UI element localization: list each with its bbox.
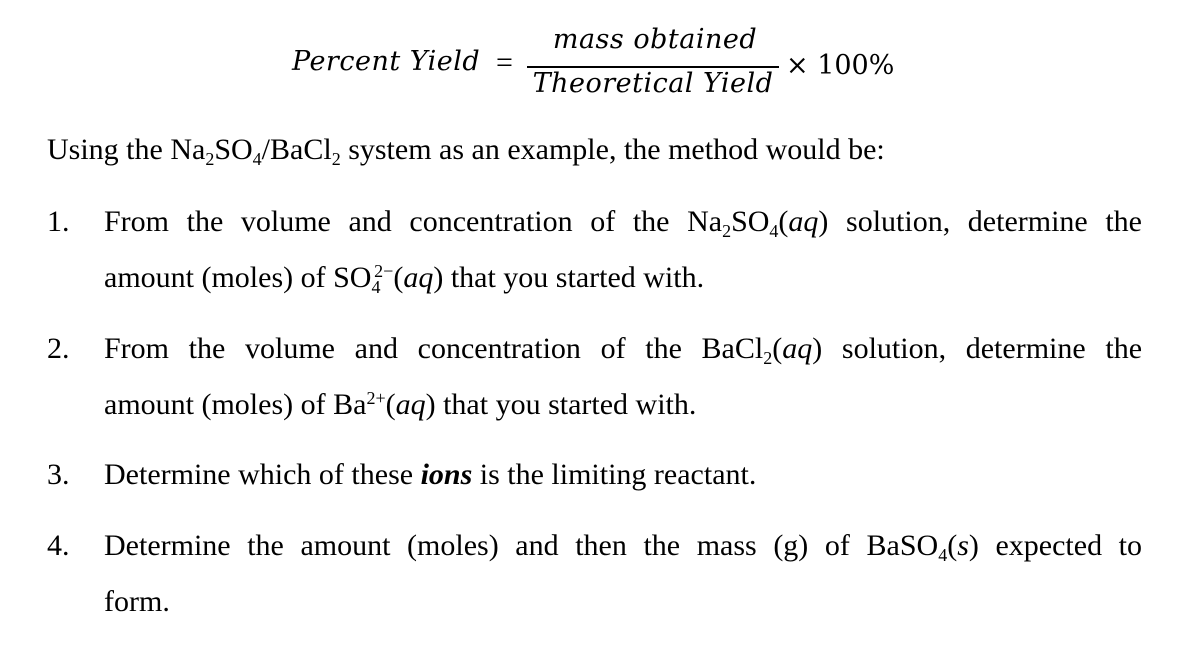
formula-lhs: Percent Yield <box>292 46 481 77</box>
text: From the volume and concentration of the BaCl <box>104 332 764 365</box>
text: From the volume and concentration of the Na <box>104 205 723 238</box>
formula-denominator: Theoretical Yield <box>532 68 774 99</box>
step-1-line-1 <box>104 202 1142 242</box>
text: ( <box>778 205 789 238</box>
intro-sub-3: 2 <box>331 148 341 169</box>
subscript: 4 <box>371 276 381 297</box>
text: amount (moles) of Ba <box>104 388 367 421</box>
text: ( <box>772 332 783 365</box>
subscript: 4 <box>938 544 948 565</box>
text: ( <box>947 529 958 562</box>
state-aq: aq <box>403 261 434 294</box>
step-1-line-2 <box>104 258 704 298</box>
step-2-line-2 <box>104 385 696 425</box>
intro-text-2: SO <box>214 133 253 166</box>
text: ) that you started with. <box>425 388 697 421</box>
intro-sub-1: 2 <box>205 148 215 169</box>
intro-text-3: /BaCl <box>261 133 332 166</box>
step-4-line-2 <box>104 582 170 622</box>
text: is the limiting reactant. <box>472 458 757 491</box>
subscript: 2 <box>763 347 773 368</box>
formula-times-100: × 100% <box>786 50 895 81</box>
subscript: 4 <box>769 220 779 241</box>
text: amount (moles) of SO <box>104 261 372 294</box>
step-number: 2. <box>47 332 70 365</box>
superscript: 2+ <box>366 388 386 409</box>
state-s: s <box>957 529 969 562</box>
text: form. <box>104 585 170 618</box>
text: Determine the amount (moles) and then the mass (g) of BaSO <box>104 529 939 562</box>
formula-numerator: mass obtained <box>552 24 758 55</box>
percent-yield-formula <box>0 0 1190 110</box>
text: SO <box>731 205 770 238</box>
superscript: 2− <box>374 261 394 282</box>
intro-text-1: Using the Na <box>47 133 206 166</box>
subscript: 2 <box>722 220 732 241</box>
state-aq: aq <box>788 205 819 238</box>
step-number: 3. <box>47 458 70 491</box>
state-aq: aq <box>782 332 813 365</box>
text: ) solution, determine the <box>812 332 1143 365</box>
text: ( <box>393 261 404 294</box>
intro-text-4: system as an example, the method would be: <box>340 133 885 166</box>
intro-sentence <box>47 130 885 170</box>
text: ) solution, determine the <box>818 205 1142 238</box>
emphasis-ions: ions <box>420 458 473 491</box>
step-2-line-1 <box>104 329 1142 369</box>
step-number: 1. <box>47 205 70 238</box>
step-number: 4. <box>47 529 70 562</box>
text: ( <box>385 388 396 421</box>
intro-sub-2: 4 <box>252 148 262 169</box>
text: Determine which of these <box>104 458 421 491</box>
text: ) expected to <box>968 529 1143 562</box>
formula-equals: = <box>496 46 513 79</box>
step-4-line-1 <box>104 526 1142 566</box>
state-aq: aq <box>395 388 426 421</box>
text: ) that you started with. <box>433 261 705 294</box>
step-3-line-1 <box>104 455 756 495</box>
